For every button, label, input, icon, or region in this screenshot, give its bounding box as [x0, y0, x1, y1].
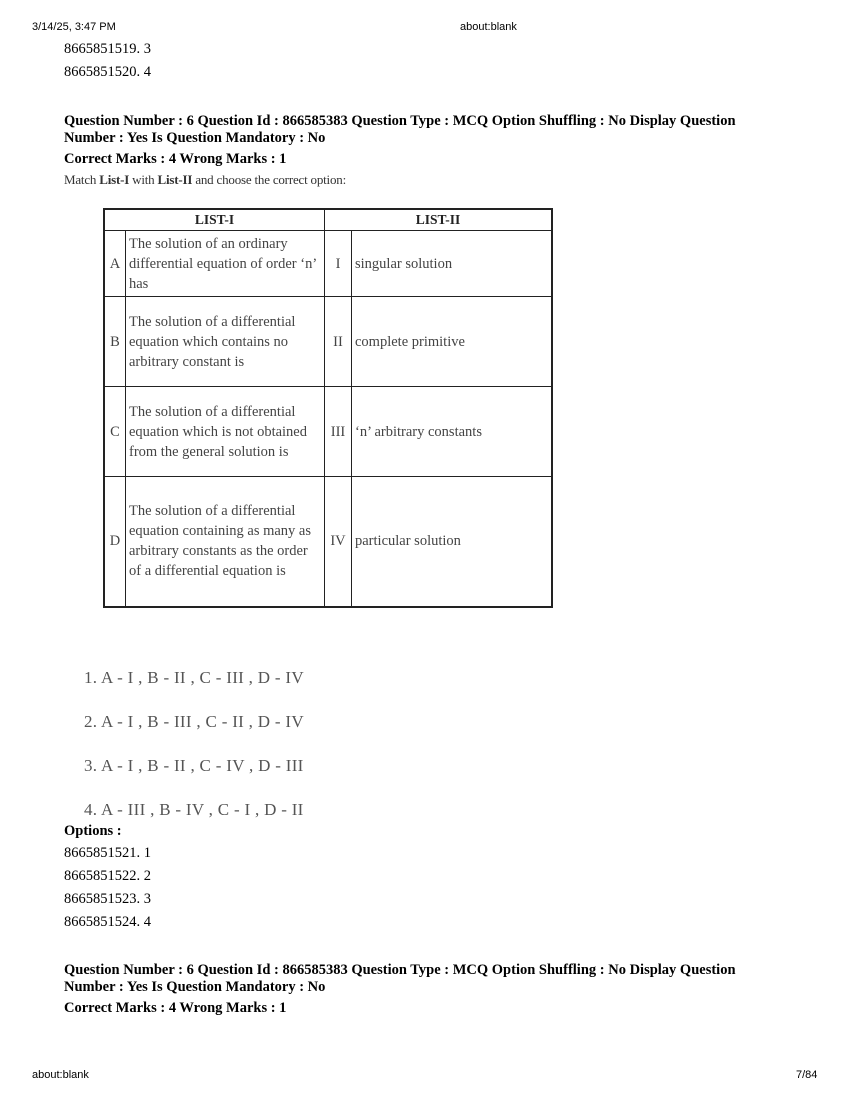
list1-item: The solution of a differential equation which is not obtained from the general solution is — [126, 387, 325, 477]
option-id: 8665851521. 1 — [64, 845, 151, 861]
list1-header: LIST-I — [104, 209, 325, 231]
table-row — [104, 477, 552, 607]
instruction-text: Match — [64, 172, 100, 187]
answer-choice: 2. A - I , B - III , C - II , D - IV — [84, 712, 304, 731]
prev-option-3: 8665851519. 3 — [64, 41, 151, 57]
question-instruction — [64, 172, 346, 188]
list2-item: singular solution — [352, 231, 553, 297]
row-key: B — [104, 297, 126, 387]
instruction-list2: List-II — [157, 172, 193, 187]
question-meta: Question Number : 6 Question Id : 866585383 Question Type : MCQ Option Shuffling : No Display Question Number : Yes Is Question Mandatory : No — [64, 962, 736, 995]
list1-item: The solution of an ordinary differential equation of order ‘n’ has — [126, 231, 325, 297]
list1-item: The solution of a differential equation which contains no arbitrary constant is — [126, 297, 325, 387]
row-numeral: I — [325, 231, 352, 297]
list2-header: LIST-II — [325, 209, 553, 231]
table-row — [104, 387, 552, 477]
option-id: 8665851524. 4 — [64, 914, 151, 930]
instruction-text: and choose the correct option: — [192, 172, 346, 187]
table-row — [104, 297, 552, 387]
option-id: 8665851523. 3 — [64, 891, 151, 907]
row-key: D — [104, 477, 126, 607]
row-numeral: II — [325, 297, 352, 387]
answer-choice: 1. A - I , B - II , C - III , D - IV — [84, 668, 304, 687]
print-footer-url: about:blank — [32, 1069, 89, 1081]
option-id: 8665851522. 2 — [64, 868, 151, 884]
table-header-row — [104, 209, 552, 231]
instruction-text: with — [129, 172, 158, 187]
list1-item: The solution of a differential equation containing as many as arbitrary constants as the order of a differential equation is — [126, 477, 325, 607]
print-page-number: 7/84 — [796, 1069, 818, 1081]
answer-choice: 3. A - I , B - II , C - IV , D - III — [84, 756, 304, 775]
options-label: Options : — [64, 823, 122, 839]
print-page-title: about:blank — [460, 21, 517, 33]
question-marks: Correct Marks : 4 Wrong Marks : 1 — [64, 1000, 287, 1016]
row-key: A — [104, 231, 126, 297]
question-marks: Correct Marks : 4 Wrong Marks : 1 — [64, 151, 287, 167]
row-numeral: IV — [325, 477, 352, 607]
row-numeral: III — [325, 387, 352, 477]
answer-choice: 4. A - III , B - IV , C - I , D - II — [84, 800, 304, 819]
print-datetime: 3/14/25, 3:47 PM — [32, 21, 116, 33]
match-table — [103, 208, 553, 608]
question-meta: Question Number : 6 Question Id : 866585383 Question Type : MCQ Option Shuffling : No Display Question Number : Yes Is Question Mandatory : No — [64, 113, 736, 146]
list2-item: complete primitive — [352, 297, 553, 387]
row-key: C — [104, 387, 126, 477]
instruction-list1: List-I — [99, 172, 130, 187]
prev-option-4: 8665851520. 4 — [64, 64, 151, 80]
table-row — [104, 231, 552, 297]
list2-item: particular solution — [352, 477, 553, 607]
list2-item: ‘n’ arbitrary constants — [352, 387, 553, 477]
